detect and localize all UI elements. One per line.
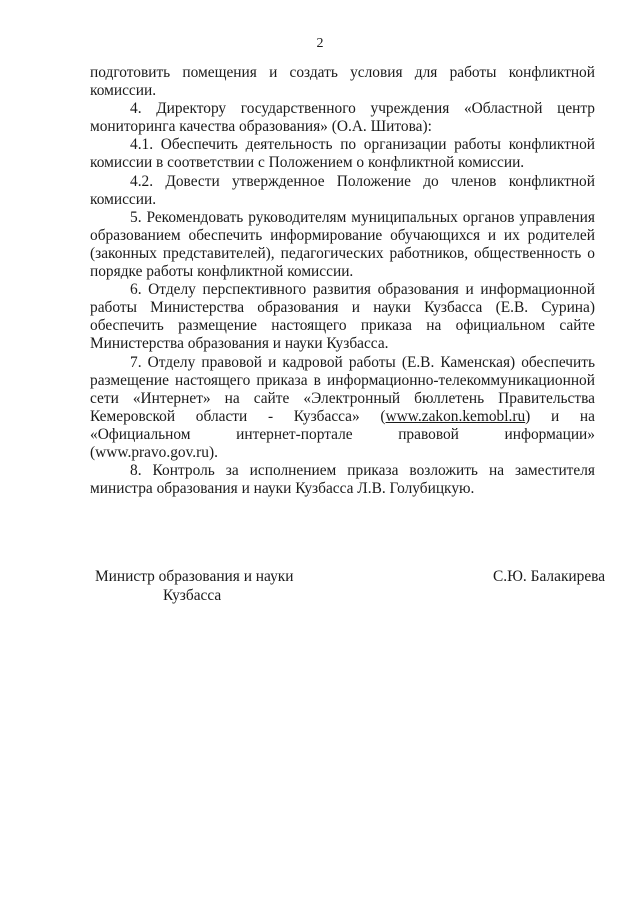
paragraph-item-6: 6. Отделу перспективного развития образования и информационной работы Министерства образования и науки Кузбасса (Е.В. Сурина) обеспечить размещение настоящего приказа на официальном сайте Министерства образования и науки Кузбасса. <box>90 281 595 353</box>
paragraph-item-7 <box>90 354 595 463</box>
paragraph-item-7-text-start: 7. Отделу правовой и кадровой работы (Е.В. Каменская) обеспечить размещение настоящего приказа в информационно-телекоммуникационной сети «Интернет» на сайте «Электронный бюллетень Правительства Кемеровской области - Кузбасса» ( <box>90 353 595 425</box>
paragraph-item-4: 4. Директору государственного учреждения «Областной центр мониторинга качества образования» (О.А. Шитова): <box>90 100 595 136</box>
paragraph-item-4-1: 4.1. Обеспечить деятельность по организации работы конфликтной комиссии в соответствии с Положением о конфликтной комиссии. <box>90 136 595 172</box>
paragraph-item-7-text-end: ) и на «Официальном интернет-портале правовой информации» (www.pravo.gov.ru). <box>90 407 596 461</box>
page-number: 2 <box>316 36 324 51</box>
signatory-title: Министр образования и науки <box>95 568 294 585</box>
signatory-title-region: Кузбасса <box>163 586 222 604</box>
paragraph-continuation: подготовить помещения и создать условия для работы конфликтной комиссии. <box>90 64 595 100</box>
signatory-name: С.Ю. Балакирева <box>493 568 606 585</box>
paragraph-item-8: 8. Контроль за исполнением приказа возложить на заместителя министра образования и науки Кузбасса Л.В. Голубицкую. <box>90 462 595 498</box>
paragraph-item-5: 5. Рекомендовать руководителям муниципальных органов управления образованием обеспечить информирование обучающихся и их родителей (законных представителей), педагогических работников, общественность о порядке работы конфликтной комиссии. <box>90 208 595 281</box>
document-body <box>90 64 595 498</box>
paragraph-item-4-2: 4.2. Довести утвержденное Положение до членов конфликтной комиссии. <box>90 172 595 208</box>
zakon-kemobl-link[interactable]: www.zakon.kemobl.ru <box>385 407 526 425</box>
